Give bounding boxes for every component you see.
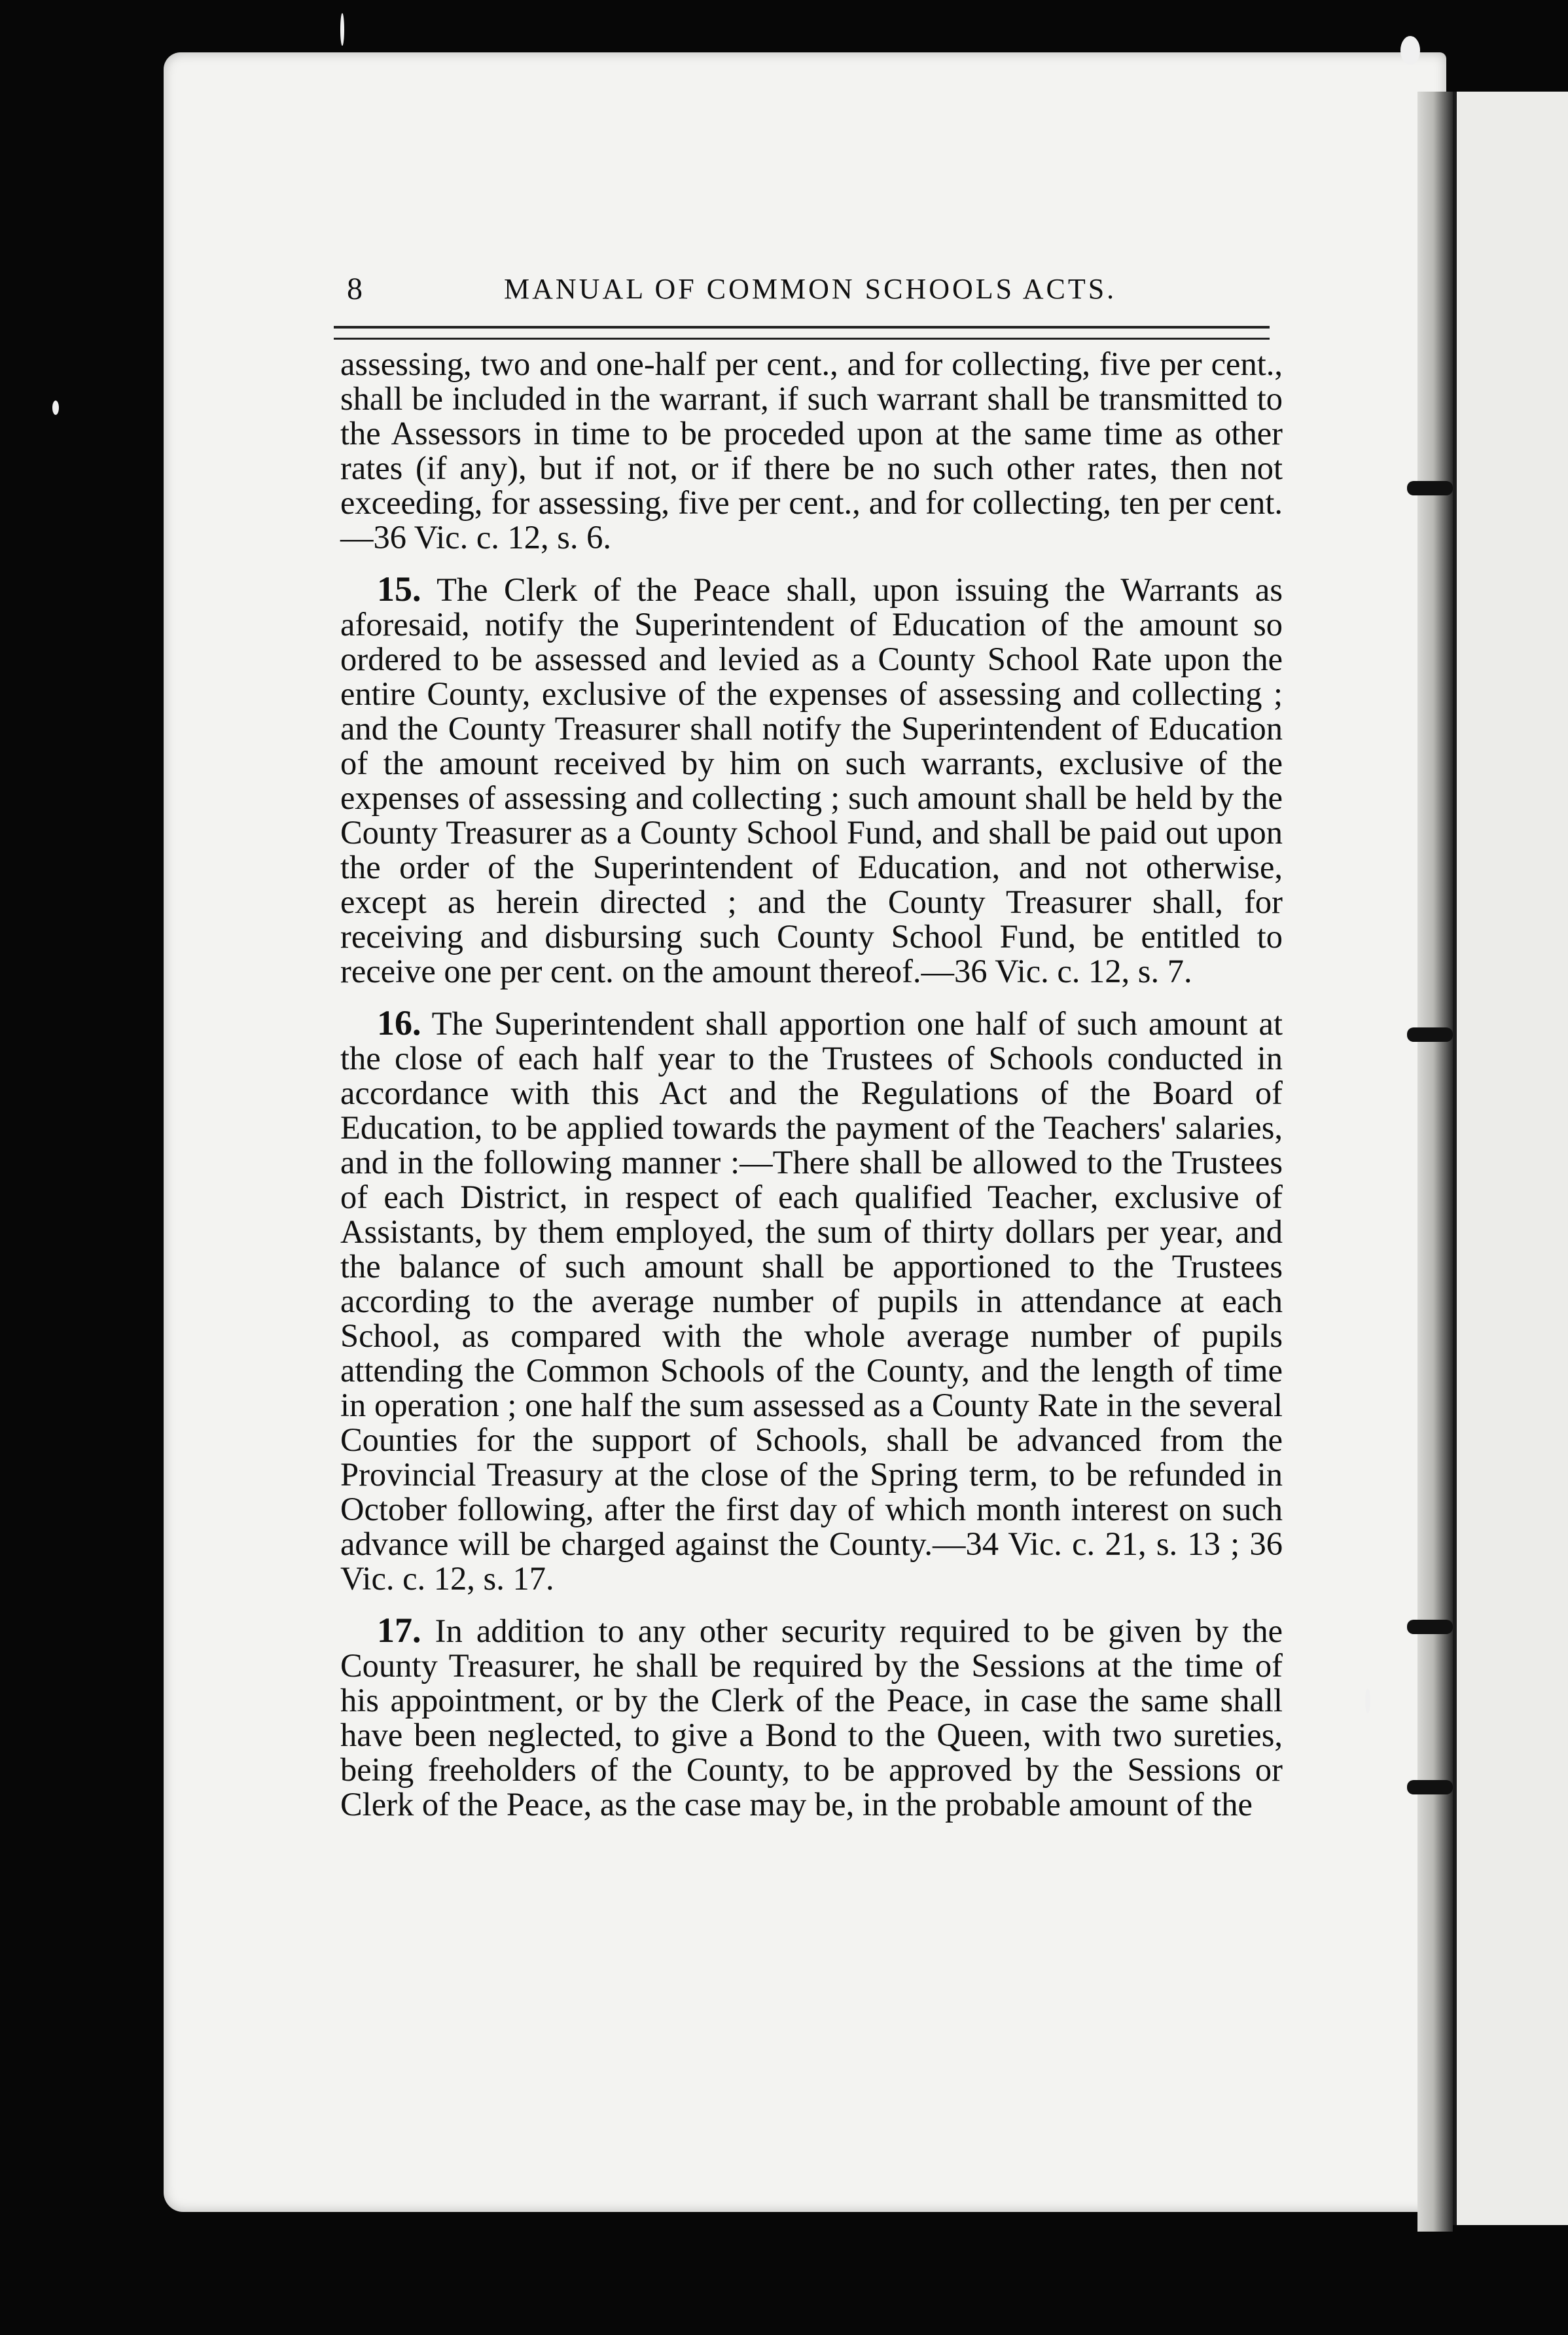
section-paragraph <box>340 1003 1283 1597</box>
page-header <box>347 262 1270 317</box>
binding-thread <box>1407 1620 1453 1634</box>
scan-speck <box>340 13 344 46</box>
paragraph-text: In addition to any other security required to be given by the County Treasurer, he shall be required by the Sessions at the time of his appointment, or by the Clerk of the Peace, in case the same shall have been neglected, to give a Bond to the Queen, with two sureties, being freeholders of the County, to be approved by the Sessions or Clerk of the Peace, as the case may be, in the probable amount of the <box>340 1613 1283 1823</box>
section-number: 17. <box>377 1611 421 1650</box>
page-number: 8 <box>347 272 363 306</box>
binding-thread <box>1407 1027 1453 1042</box>
section-paragraph <box>340 569 1283 989</box>
section-paragraph <box>340 1613 1283 1822</box>
section-number: 15. <box>377 569 421 609</box>
scan-speck <box>1365 1688 1370 1713</box>
running-title: MANUAL OF COMMON SCHOOLS ACTS. <box>504 273 1117 305</box>
header-rule <box>334 338 1270 340</box>
header-rule <box>334 326 1270 329</box>
body-text <box>340 347 1283 1839</box>
binding-thread <box>1407 1780 1453 1794</box>
facing-page-edge <box>1453 92 1568 2225</box>
paragraph-text: assessing, two and one-half per cent., and for collecting, five per cent., shall be included in the warrant, if such warrant shall be transmitted to the Assessors in time to be proceded upon at the same time as other rates (if any), but if not, or if there be no such other rates, then not exceeding, for assessing, five per cent., and for collecting, ten per cent.—36 Vic. c. 12, s. 6. <box>340 346 1283 556</box>
paragraph-text: The Superintendent shall apportion one half of such amount at the close of each half year to the Trustees of Schools conducted in accordance with this Act and the Regulations of the Board of Education, to be applied towards the payment of the Teachers' salaries, and in the following manner :—There shall be allowed to the Trustees of each District, in respect of each qualified Teacher, exclusive of Assistants, by them employed, the sum of thirty dollars per year, and the balance of such amount shall be apportioned to the Trustees according to the average number of pupils in attendance at each School, as compared with the whole average number of pupils attending the Common Schools of the County, and the length of time in operation ; one half the sum assessed as a County Rate in the several Counties for the support of Schools, shall be advanced from the Provincial Treasury at the close of the Spring term, to be refunded in October following, after the first day of which month interest on such advance will be charged against the County.—34 Vic. c. 21, s. 13 ; 36 Vic. c. 12, s. 17. <box>340 1005 1283 1597</box>
section-number: 16. <box>377 1003 421 1043</box>
page-gutter <box>1417 92 1453 2232</box>
scan-speck <box>52 401 59 415</box>
paragraph <box>340 347 1283 555</box>
paragraph-text: The Clerk of the Peace shall, upon issuing the Warrants as aforesaid, notify the Superintendent of Education of the amount so ordered to be assessed and levied as a County School Rate upon the entire County, exclusive of the expenses of assessing and collecting ; and the County Treasurer shall notify the Superintendent of Education of the amount received by him on such warrants, exclusive of the expenses of assessing and collecting ; such amount shall be held by the County Treasurer as a County School Fund, and shall be paid out upon the order of the Superintendent of Education, and not otherwise, except as herein directed ; and the County Treasurer shall, for receiving and disbursing such County School Fund, be entitled to receive one per cent. on the amount thereof.—36 Vic. c. 12, s. 7. <box>340 571 1283 989</box>
scan-speck <box>1400 36 1420 65</box>
binding-thread <box>1407 481 1453 495</box>
